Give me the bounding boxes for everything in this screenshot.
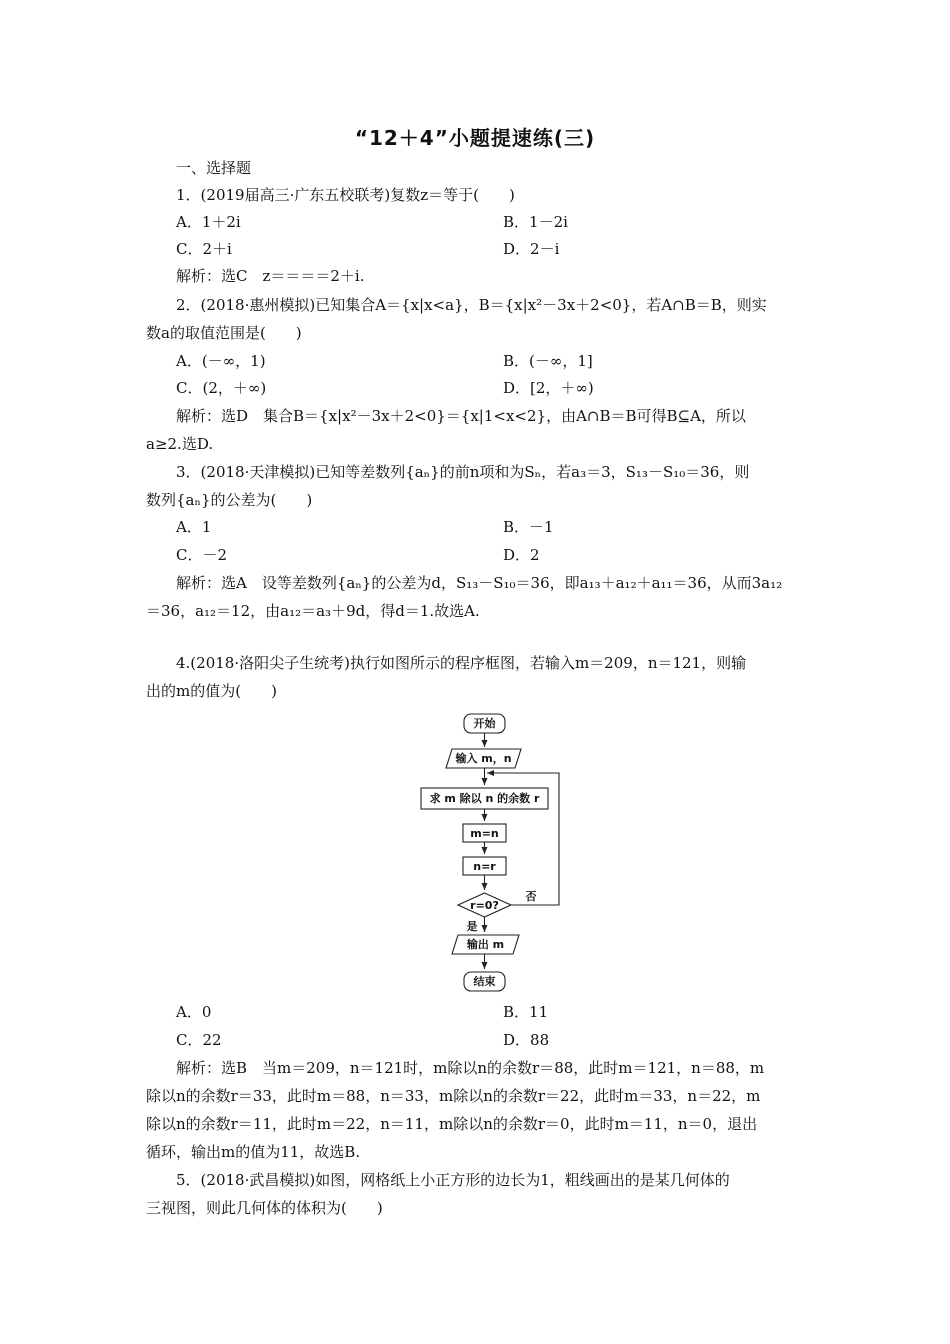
flowchart-yes-label: 是: [466, 920, 478, 933]
q1-option-a: A．1＋2i: [176, 213, 241, 231]
q1-option-b: B．1－2i: [503, 213, 568, 231]
page-title: “12＋4”小题提速练(三): [354, 126, 596, 150]
flowchart-end-label: 结束: [473, 975, 496, 988]
q3-option-b: B．－1: [503, 518, 554, 536]
q4-stem-line1: 4.(2018·洛阳尖子生统考)执行如图所示的程序框图，若输入m＝209，n＝121，则输: [176, 654, 747, 672]
q4-stem-line2: 出的m的值为( ): [146, 682, 277, 700]
flowchart-output-label: 输出 m: [466, 938, 505, 951]
flowchart-assign-m-label: m=n: [470, 827, 499, 840]
q2-analysis-line1: 解析：选D 集合B＝{x|x²－3x＋2<0}＝{x|1<x<2}，由A∩B＝B可得B⊆A，所以: [176, 407, 746, 425]
flowchart-no-label: 否: [525, 890, 537, 903]
q4-analysis-line2: 除以n的余数r＝33，此时m＝88，n＝33，m除以n的余数r＝22，此时m＝33，n＝22，m: [146, 1087, 761, 1105]
q4-option-c: C．22: [176, 1031, 222, 1049]
q3-option-c: C．－2: [176, 546, 228, 564]
flowchart-assign-n-label: n=r: [473, 860, 496, 873]
flowchart-start-label: 开始: [473, 717, 496, 730]
section-heading: 一、选择题: [176, 159, 252, 177]
q4-analysis-line4: 循环，输出m的值为11，故选B.: [146, 1143, 361, 1161]
q3-option-a: A．1: [176, 518, 212, 536]
q3-analysis-line2: ＝36，a₁₂＝12，由a₁₂＝a₃＋9d，得d＝1.故选A.: [146, 602, 480, 620]
q3-analysis-line1: 解析：选A 设等差数列{aₙ}的公差为d，S₁₃－S₁₀＝36，即a₁₃＋a₁₂＋a₁₁＝36，从而3a₁₂: [176, 574, 783, 592]
q1-option-c: C．2＋i: [176, 240, 232, 258]
program-flowchart: [412, 711, 572, 996]
q1-stem: 1．(2019届高三·广东五校联考)复数z＝等于( ): [176, 186, 515, 204]
q4-analysis-line1: 解析：选B 当m＝209，n＝121时，m除以n的余数r＝88，此时m＝121，n＝88，m: [176, 1059, 765, 1077]
q3-option-d: D．2: [503, 546, 540, 564]
q4-option-a: A．0: [176, 1003, 212, 1021]
q1-option-d: D．2－i: [503, 240, 560, 258]
q2-option-b: B．(－∞，1]: [503, 352, 593, 370]
q5-stem-line1: 5．(2018·武昌模拟)如图，网格纸上小正方形的边长为1，粗线画出的是某几何体的: [176, 1171, 730, 1189]
q2-analysis-line2: a≥2.选D.: [146, 435, 214, 453]
q3-stem-line2: 数列{aₙ}的公差为( ): [146, 491, 313, 509]
q3-stem-line1: 3．(2018·天津模拟)已知等差数列{aₙ}的前n项和为Sₙ，若a₃＝3，S₁₃－S₁₀＝36，则: [176, 463, 750, 481]
flowchart-condition-label: r=0?: [470, 899, 499, 912]
q2-option-c: C．(2，＋∞): [176, 379, 267, 397]
q4-analysis-line3: 除以n的余数r＝11，此时m＝22，n＝11，m除以n的余数r＝0，此时m＝11，n＝0，退出: [146, 1115, 758, 1133]
q2-option-d: D．[2，＋∞): [503, 379, 594, 397]
q4-option-b: B．11: [503, 1003, 549, 1021]
q4-option-d: D．88: [503, 1031, 550, 1049]
q2-option-a: A．(－∞，1): [176, 352, 266, 370]
flowchart-remainder-label: 求 m 除以 n 的余数 r: [429, 792, 540, 805]
q5-stem-line2: 三视图，则此几何体的体积为( ): [146, 1199, 383, 1217]
q1-analysis: 解析：选C z＝＝＝＝2＋i.: [176, 267, 365, 285]
flowchart-input-label: 输入 m，n: [455, 752, 512, 765]
q2-stem-line1: 2．(2018·惠州模拟)已知集合A＝{x|x<a}，B＝{x|x²－3x＋2<0}，若A∩B＝B，则实: [176, 296, 767, 314]
q2-stem-line2: 数a的取值范围是( ): [146, 324, 302, 342]
